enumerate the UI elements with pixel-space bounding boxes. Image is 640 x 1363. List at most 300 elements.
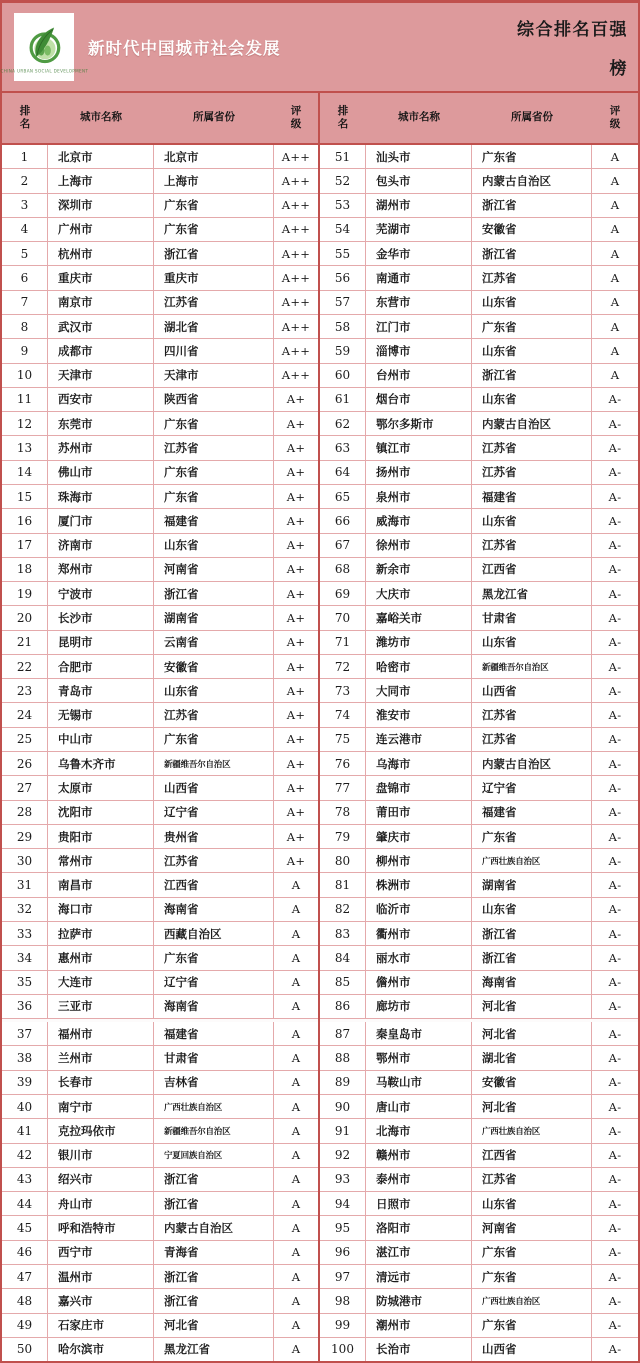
cell-rating: A+ bbox=[286, 489, 306, 504]
cell-province: 江苏省 bbox=[472, 534, 592, 557]
cell-rank: 74 bbox=[320, 703, 366, 726]
brand-title: 新时代中国城市社会发展 bbox=[88, 39, 281, 58]
cell-province: 山东省 bbox=[472, 898, 592, 921]
cell-province: 辽宁省 bbox=[154, 801, 274, 824]
cell-province: 安徽省 bbox=[472, 218, 592, 241]
cell-rating: A bbox=[610, 271, 620, 286]
cell-province: 辽宁省 bbox=[472, 776, 592, 799]
table-row bbox=[320, 1265, 638, 1289]
cell-province: 新疆维吾尔自治区 bbox=[154, 1119, 274, 1142]
table-body-right bbox=[320, 145, 638, 1361]
cell-rating: A+ bbox=[286, 683, 306, 698]
cell-rating: A++ bbox=[281, 246, 311, 261]
cell-rating: A- bbox=[608, 538, 622, 553]
cell-rank: 65 bbox=[320, 485, 366, 508]
table-row bbox=[320, 1338, 638, 1361]
cell-rating: A++ bbox=[281, 271, 311, 286]
cell-city: 柳州市 bbox=[366, 849, 472, 872]
cell-rank: 80 bbox=[320, 849, 366, 872]
cell-rank: 19 bbox=[2, 582, 48, 605]
cell-rating: A+ bbox=[286, 465, 306, 480]
cell-province: 广东省 bbox=[154, 728, 274, 751]
table-row bbox=[2, 1216, 318, 1240]
cell-city: 徐州市 bbox=[366, 534, 472, 557]
cell-rating: A- bbox=[608, 1245, 622, 1260]
cell-rank: 29 bbox=[2, 825, 48, 848]
cell-rating: A+ bbox=[286, 853, 306, 868]
cell-city: 日照市 bbox=[366, 1192, 472, 1215]
cell-rating: A- bbox=[608, 853, 622, 868]
table-row bbox=[2, 1265, 318, 1289]
cell-rating: A- bbox=[608, 1269, 622, 1284]
cell-rating: A bbox=[610, 198, 620, 213]
cell-rating: A bbox=[291, 878, 301, 893]
cell-province: 宁夏回族自治区 bbox=[154, 1144, 274, 1167]
cell-rank: 70 bbox=[320, 606, 366, 629]
cell-rating: A bbox=[291, 999, 301, 1014]
cell-city: 台州市 bbox=[366, 364, 472, 387]
cell-rank: 6 bbox=[2, 266, 48, 289]
table-row bbox=[320, 461, 638, 485]
cell-city: 银川市 bbox=[48, 1144, 154, 1167]
table-row bbox=[2, 582, 318, 606]
cell-city: 马鞍山市 bbox=[366, 1071, 472, 1094]
cell-rank: 11 bbox=[2, 388, 48, 411]
cell-rank: 67 bbox=[320, 534, 366, 557]
cell-rating: A- bbox=[608, 1148, 622, 1163]
table-row bbox=[320, 1046, 638, 1070]
cell-rank: 38 bbox=[2, 1046, 48, 1069]
cell-city: 北海市 bbox=[366, 1119, 472, 1142]
cell-province: 江苏省 bbox=[472, 1168, 592, 1191]
cell-rank: 99 bbox=[320, 1314, 366, 1337]
cell-city: 包头市 bbox=[366, 169, 472, 192]
cell-city: 衢州市 bbox=[366, 922, 472, 945]
report-title bbox=[422, 3, 632, 91]
table-row bbox=[2, 703, 318, 727]
cell-province: 广东省 bbox=[472, 825, 592, 848]
table-row bbox=[2, 1168, 318, 1192]
table-row bbox=[320, 606, 638, 630]
cell-city: 芜湖市 bbox=[366, 218, 472, 241]
cell-province: 河北省 bbox=[472, 995, 592, 1018]
cell-rating: A++ bbox=[281, 295, 311, 310]
cell-city: 湛江市 bbox=[366, 1241, 472, 1264]
cell-province: 山东省 bbox=[154, 534, 274, 557]
cell-city: 鄂尔多斯市 bbox=[366, 412, 472, 435]
cell-rank: 83 bbox=[320, 922, 366, 945]
cell-province: 广东省 bbox=[154, 194, 274, 217]
cell-city: 重庆市 bbox=[48, 266, 154, 289]
cell-rating: A bbox=[291, 1123, 301, 1138]
cell-province: 福建省 bbox=[154, 509, 274, 532]
cell-city: 珠海市 bbox=[48, 485, 154, 508]
cell-rating: A+ bbox=[286, 416, 306, 431]
cell-rank: 39 bbox=[2, 1071, 48, 1094]
cell-city: 湖州市 bbox=[366, 194, 472, 217]
cell-rank: 53 bbox=[320, 194, 366, 217]
cell-rank: 54 bbox=[320, 218, 366, 241]
cell-rating: A bbox=[610, 173, 620, 188]
cell-rating: A bbox=[291, 950, 301, 965]
table-row bbox=[320, 315, 638, 339]
cell-city: 常州市 bbox=[48, 849, 154, 872]
cell-province: 海南省 bbox=[154, 898, 274, 921]
cell-city: 乌鲁木齐市 bbox=[48, 752, 154, 775]
table-row bbox=[2, 194, 318, 218]
table-row bbox=[320, 436, 638, 460]
table-row bbox=[2, 1314, 318, 1338]
table-row bbox=[320, 1314, 638, 1338]
cell-city: 惠州市 bbox=[48, 946, 154, 969]
cell-rating: A bbox=[291, 1293, 301, 1308]
cell-province: 广东省 bbox=[472, 145, 592, 168]
cell-rank: 40 bbox=[2, 1095, 48, 1118]
table-row bbox=[2, 873, 318, 897]
cell-rating: A+ bbox=[286, 805, 306, 820]
cell-rating: A+ bbox=[286, 513, 306, 528]
cell-rating: A bbox=[291, 1269, 301, 1284]
cell-province: 海南省 bbox=[154, 995, 274, 1018]
table-row bbox=[320, 1289, 638, 1313]
column-header-rating: 评 级 bbox=[290, 104, 302, 130]
column-header-rank: 排 名 bbox=[337, 104, 349, 130]
cell-city: 绍兴市 bbox=[48, 1168, 154, 1191]
cell-province: 内蒙古自治区 bbox=[154, 1216, 274, 1239]
table-row bbox=[320, 655, 638, 679]
cell-city: 哈密市 bbox=[366, 655, 472, 678]
cell-rating: A- bbox=[608, 683, 622, 698]
table-row bbox=[320, 679, 638, 703]
cell-rank: 63 bbox=[320, 436, 366, 459]
cell-rating: A- bbox=[608, 1051, 622, 1066]
cell-rank: 69 bbox=[320, 582, 366, 605]
table-row bbox=[2, 558, 318, 582]
cell-province: 河北省 bbox=[472, 1022, 592, 1045]
table-row bbox=[2, 752, 318, 776]
cell-province: 浙江省 bbox=[472, 242, 592, 265]
cell-rank: 60 bbox=[320, 364, 366, 387]
cell-rank: 93 bbox=[320, 1168, 366, 1191]
table-row bbox=[320, 339, 638, 363]
cell-city: 大庆市 bbox=[366, 582, 472, 605]
cell-city: 威海市 bbox=[366, 509, 472, 532]
cell-province: 福建省 bbox=[154, 1022, 274, 1045]
cell-province: 安徽省 bbox=[154, 655, 274, 678]
table-row bbox=[320, 631, 638, 655]
table-row bbox=[320, 169, 638, 193]
table-row bbox=[2, 461, 318, 485]
cell-rating: A- bbox=[608, 562, 622, 577]
cell-province: 浙江省 bbox=[154, 582, 274, 605]
cell-rating: A+ bbox=[286, 659, 306, 674]
cell-city: 大同市 bbox=[366, 679, 472, 702]
cell-city: 南昌市 bbox=[48, 873, 154, 896]
cell-province: 辽宁省 bbox=[154, 971, 274, 994]
column-header-province: 所属省份 bbox=[511, 111, 553, 124]
cell-province: 内蒙古自治区 bbox=[472, 412, 592, 435]
table-row bbox=[2, 218, 318, 242]
cell-rating: A- bbox=[608, 659, 622, 674]
table-row bbox=[2, 1289, 318, 1313]
cell-city: 嘉峪关市 bbox=[366, 606, 472, 629]
cell-province: 广东省 bbox=[154, 485, 274, 508]
cell-province: 江苏省 bbox=[472, 728, 592, 751]
table-row bbox=[320, 801, 638, 825]
table-row bbox=[320, 364, 638, 388]
cell-city: 昆明市 bbox=[48, 631, 154, 654]
rankings-table-left bbox=[2, 93, 320, 1361]
cell-province: 天津市 bbox=[154, 364, 274, 387]
cell-city: 长春市 bbox=[48, 1071, 154, 1094]
table-row bbox=[2, 436, 318, 460]
column-header-province: 所属省份 bbox=[193, 111, 235, 124]
cell-rating: A++ bbox=[281, 198, 311, 213]
cell-city: 西宁市 bbox=[48, 1241, 154, 1264]
cell-rating: A bbox=[610, 343, 620, 358]
table-row bbox=[2, 509, 318, 533]
table-row bbox=[320, 266, 638, 290]
cell-rank: 44 bbox=[2, 1192, 48, 1215]
cell-rank: 90 bbox=[320, 1095, 366, 1118]
cell-rating: A bbox=[291, 926, 301, 941]
cell-rating: A- bbox=[608, 1123, 622, 1138]
cell-rating: A+ bbox=[286, 538, 306, 553]
table-row bbox=[320, 873, 638, 897]
cell-rank: 98 bbox=[320, 1289, 366, 1312]
table-row bbox=[2, 315, 318, 339]
cell-city: 海口市 bbox=[48, 898, 154, 921]
cell-rank: 71 bbox=[320, 631, 366, 654]
cell-city: 东莞市 bbox=[48, 412, 154, 435]
cell-rating: A- bbox=[608, 441, 622, 456]
cell-city: 新余市 bbox=[366, 558, 472, 581]
cell-rank: 72 bbox=[320, 655, 366, 678]
cell-rating: A bbox=[291, 1099, 301, 1114]
cell-city: 济南市 bbox=[48, 534, 154, 557]
cell-rating: A- bbox=[608, 416, 622, 431]
cell-rank: 96 bbox=[320, 1241, 366, 1264]
cell-city: 拉萨市 bbox=[48, 922, 154, 945]
cell-province: 甘肃省 bbox=[154, 1046, 274, 1069]
table-row bbox=[2, 631, 318, 655]
cell-province: 广东省 bbox=[472, 315, 592, 338]
cell-rating: A- bbox=[608, 708, 622, 723]
cell-rating: A- bbox=[608, 489, 622, 504]
table-row bbox=[320, 558, 638, 582]
cell-rank: 46 bbox=[2, 1241, 48, 1264]
cell-rating: A bbox=[291, 1026, 301, 1041]
cell-province: 甘肃省 bbox=[472, 606, 592, 629]
table-row bbox=[320, 291, 638, 315]
table-row bbox=[320, 534, 638, 558]
cell-rating: A++ bbox=[281, 149, 311, 164]
cell-city: 赣州市 bbox=[366, 1144, 472, 1167]
cell-province: 福建省 bbox=[472, 801, 592, 824]
cell-province: 浙江省 bbox=[154, 1192, 274, 1215]
cell-province: 广西壮族自治区 bbox=[472, 1289, 592, 1312]
cell-rating: A- bbox=[608, 975, 622, 990]
table-row bbox=[320, 946, 638, 970]
cell-rating: A+ bbox=[286, 392, 306, 407]
cell-province: 江苏省 bbox=[154, 703, 274, 726]
cell-rating: A+ bbox=[286, 756, 306, 771]
cell-province: 江西省 bbox=[472, 1144, 592, 1167]
cell-city: 金华市 bbox=[366, 242, 472, 265]
cell-city: 武汉市 bbox=[48, 315, 154, 338]
cell-province: 云南省 bbox=[154, 631, 274, 654]
cell-city: 中山市 bbox=[48, 728, 154, 751]
cell-rank: 5 bbox=[2, 242, 48, 265]
cell-rating: A++ bbox=[281, 222, 311, 237]
cell-rating: A bbox=[291, 1221, 301, 1236]
cell-province: 黑龙江省 bbox=[472, 582, 592, 605]
cell-rank: 55 bbox=[320, 242, 366, 265]
cell-province: 湖北省 bbox=[472, 1046, 592, 1069]
cell-rank: 52 bbox=[320, 169, 366, 192]
cell-rank: 79 bbox=[320, 825, 366, 848]
cell-province: 广东省 bbox=[472, 1265, 592, 1288]
table-row bbox=[320, 485, 638, 509]
cell-city: 株洲市 bbox=[366, 873, 472, 896]
cell-rank: 27 bbox=[2, 776, 48, 799]
cell-rating: A- bbox=[608, 1196, 622, 1211]
cell-province: 广东省 bbox=[154, 946, 274, 969]
cell-city: 合肥市 bbox=[48, 655, 154, 678]
cell-rank: 48 bbox=[2, 1289, 48, 1312]
cell-city: 三亚市 bbox=[48, 995, 154, 1018]
table-row bbox=[2, 849, 318, 873]
cell-rating: A- bbox=[608, 756, 622, 771]
cell-rank: 2 bbox=[2, 169, 48, 192]
cell-rating: A+ bbox=[286, 635, 306, 650]
table-row bbox=[2, 1046, 318, 1070]
table-row bbox=[2, 825, 318, 849]
cell-rank: 26 bbox=[2, 752, 48, 775]
cell-province: 浙江省 bbox=[472, 922, 592, 945]
table-row bbox=[2, 364, 318, 388]
table-row bbox=[2, 1071, 318, 1095]
cell-rank: 9 bbox=[2, 339, 48, 362]
cell-rating: A bbox=[291, 1245, 301, 1260]
cell-rating: A- bbox=[608, 392, 622, 407]
cell-province: 江苏省 bbox=[472, 266, 592, 289]
cell-rating: A bbox=[291, 1148, 301, 1163]
cell-rank: 58 bbox=[320, 315, 366, 338]
cell-rating: A+ bbox=[286, 780, 306, 795]
cell-rating: A- bbox=[608, 1075, 622, 1090]
table-row bbox=[320, 1192, 638, 1216]
cell-rank: 21 bbox=[2, 631, 48, 654]
cell-rating: A bbox=[291, 1318, 301, 1333]
table-row bbox=[2, 242, 318, 266]
cell-rating: A- bbox=[608, 1221, 622, 1236]
cell-province: 福建省 bbox=[472, 485, 592, 508]
cell-city: 江门市 bbox=[366, 315, 472, 338]
cell-rating: A++ bbox=[281, 368, 311, 383]
cell-province: 山西省 bbox=[472, 1338, 592, 1361]
cell-province: 河北省 bbox=[472, 1095, 592, 1118]
cell-city: 丽水市 bbox=[366, 946, 472, 969]
cell-rank: 95 bbox=[320, 1216, 366, 1239]
cell-city: 泰州市 bbox=[366, 1168, 472, 1191]
cell-city: 贵阳市 bbox=[48, 825, 154, 848]
table-row bbox=[320, 971, 638, 995]
table-row bbox=[2, 801, 318, 825]
cell-rating: A- bbox=[608, 829, 622, 844]
cell-rating: A+ bbox=[286, 586, 306, 601]
cell-city: 沈阳市 bbox=[48, 801, 154, 824]
cell-province: 湖南省 bbox=[154, 606, 274, 629]
table-row bbox=[2, 1019, 318, 1046]
cell-province: 浙江省 bbox=[154, 1265, 274, 1288]
cell-rank: 82 bbox=[320, 898, 366, 921]
cell-rank: 42 bbox=[2, 1144, 48, 1167]
cell-rating: A- bbox=[608, 586, 622, 601]
cell-province: 北京市 bbox=[154, 145, 274, 168]
cell-rating: A bbox=[291, 1051, 301, 1066]
cell-province: 江苏省 bbox=[154, 849, 274, 872]
cell-rank: 32 bbox=[2, 898, 48, 921]
cell-province: 山西省 bbox=[154, 776, 274, 799]
table-row bbox=[320, 728, 638, 752]
cell-rank: 86 bbox=[320, 995, 366, 1018]
cell-rank: 34 bbox=[2, 946, 48, 969]
cell-province: 河南省 bbox=[472, 1216, 592, 1239]
cell-city: 深圳市 bbox=[48, 194, 154, 217]
cell-rating: A+ bbox=[286, 829, 306, 844]
cell-rating: A- bbox=[608, 878, 622, 893]
table-row bbox=[2, 971, 318, 995]
table-row bbox=[320, 1119, 638, 1143]
cell-rank: 4 bbox=[2, 218, 48, 241]
cell-rank: 47 bbox=[2, 1265, 48, 1288]
cell-city: 大连市 bbox=[48, 971, 154, 994]
column-header-city: 城市名称 bbox=[80, 111, 122, 124]
table-row bbox=[320, 1144, 638, 1168]
cell-province: 广东省 bbox=[472, 1241, 592, 1264]
cell-rank: 15 bbox=[2, 485, 48, 508]
table-row bbox=[2, 1119, 318, 1143]
table-row bbox=[2, 1095, 318, 1119]
cell-city: 镇江市 bbox=[366, 436, 472, 459]
logo-caption: CHINA URBAN SOCIAL DEVELOPMENT bbox=[0, 68, 88, 74]
table-row bbox=[320, 242, 638, 266]
cell-rank: 12 bbox=[2, 412, 48, 435]
cell-rating: A- bbox=[608, 465, 622, 480]
cell-city: 青岛市 bbox=[48, 679, 154, 702]
cell-province: 广东省 bbox=[472, 1314, 592, 1337]
cell-rank: 23 bbox=[2, 679, 48, 702]
cell-rank: 88 bbox=[320, 1046, 366, 1069]
cell-province: 江西省 bbox=[154, 873, 274, 896]
table-row bbox=[2, 339, 318, 363]
cell-rating: A+ bbox=[286, 610, 306, 625]
cell-rating: A bbox=[291, 975, 301, 990]
cell-rating: A- bbox=[608, 1342, 622, 1357]
cell-rating: A- bbox=[608, 780, 622, 795]
table-row bbox=[2, 606, 318, 630]
table-row bbox=[320, 922, 638, 946]
cell-rank: 64 bbox=[320, 461, 366, 484]
cell-province: 安徽省 bbox=[472, 1071, 592, 1094]
cell-city: 无锡市 bbox=[48, 703, 154, 726]
table-body-left bbox=[2, 145, 318, 1361]
table-row bbox=[320, 194, 638, 218]
cell-province: 山东省 bbox=[154, 679, 274, 702]
cell-rank: 89 bbox=[320, 1071, 366, 1094]
cell-province: 山西省 bbox=[472, 679, 592, 702]
